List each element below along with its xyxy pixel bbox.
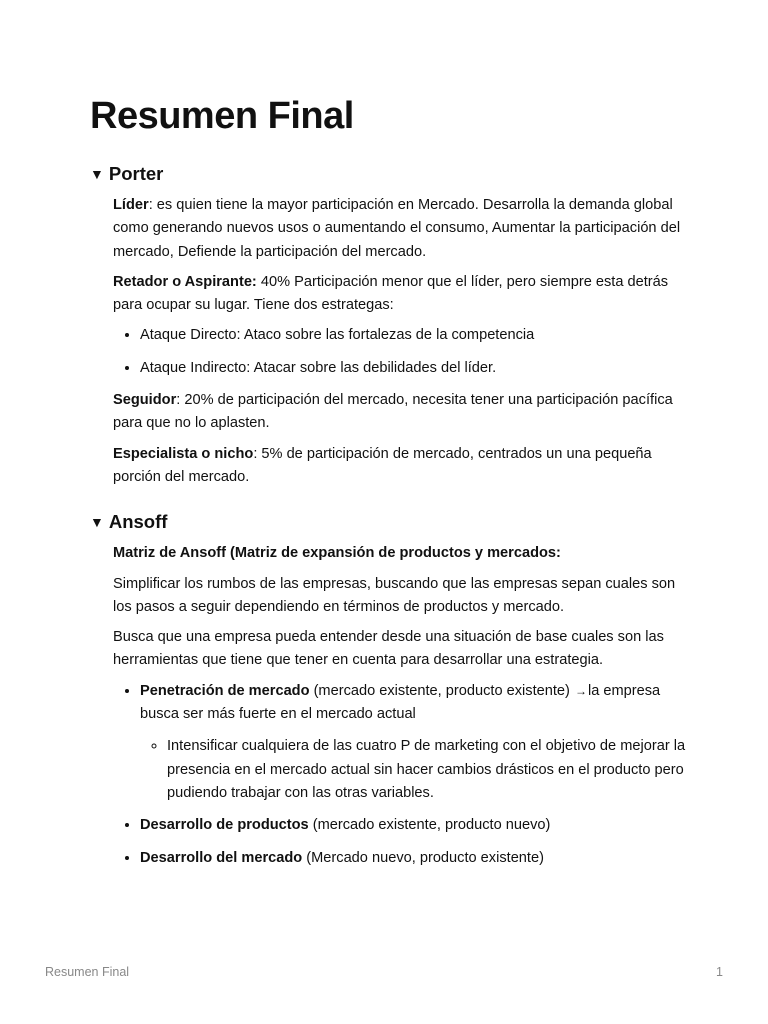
ansoff-paragraph-1: Simplificar los rumbos de las empresas, buscando que las empresas sepan cuales son los pasos a seguir dependiendo en términos de productos y mercado. (113, 575, 676, 615)
page-title: Resumen Final (90, 95, 354, 137)
item-text: (mercado existente, producto existente) (309, 682, 574, 699)
retador-paragraph (113, 271, 690, 318)
item-text: (Mercado nuevo, producto existente) (302, 849, 544, 866)
matriz-title (113, 542, 690, 565)
lider-paragraph (113, 194, 690, 264)
seguidor-text: : 20% de participación del mercado, necesita tener una participación pacífica para que no lo aplasten. (113, 392, 673, 432)
item-after: la empresa busca ser más fuerte en el mercado actual (140, 682, 661, 723)
porter-heading[interactable] (90, 162, 690, 186)
triangle-down-icon[interactable]: ▼ (90, 166, 104, 182)
seguidor-label: Seguidor (113, 392, 177, 409)
ansoff-heading[interactable] (90, 510, 690, 534)
retador-text: 40% Participación menor que el líder, pero siempre esta detrás para ocupar su lugar. Tiene dos estrategas: (113, 273, 669, 314)
item-text: (mercado existente, producto nuevo) (308, 817, 551, 834)
retador-label: Retador o Aspirante: (113, 273, 257, 290)
toggle-porter[interactable] (90, 162, 690, 489)
arrow-right-icon: → (574, 683, 587, 698)
list-item: ◦ Intensificar cualquiera de las cuatro P de marketing con el objetivo de mejorar la presencia en el mercado actual sin hacer cambios drásticos en el producto pero pudiendo trabajar con las otras variables. (167, 735, 690, 805)
matriz-title-text: Matriz de Ansoff (Matriz de expansión de productos y mercados: (113, 545, 561, 562)
list-item: • Ataque Indirecto: Atacar sobre las debilidades del líder. (140, 357, 690, 380)
item-label: Desarrollo del mercado (140, 849, 303, 866)
seguidor-paragraph (113, 389, 690, 436)
porter-heading-label: Porter (108, 163, 164, 184)
page-number: 1 (716, 965, 723, 979)
ansoff-heading-label: Ansoff (108, 511, 168, 533)
triangle-down-icon[interactable]: ▼ (90, 514, 104, 531)
ansoff-list (113, 680, 690, 870)
toggle-ansoff[interactable] (90, 510, 690, 870)
ansoff-body (90, 542, 690, 870)
list-item (140, 847, 690, 870)
list-item: • Ataque Directo: Ataco sobre las fortalezas de la competencia (140, 324, 690, 347)
list-item (140, 680, 690, 805)
item-label: Desarrollo de productos (140, 817, 309, 834)
list-item (140, 814, 690, 837)
especialista-text: : 5% de participación de mercado, centrados un una pequeña porción del mercado. (113, 445, 652, 485)
estrategias-list (113, 324, 690, 380)
footer-title: Resumen Final (45, 965, 130, 979)
especialista-paragraph (113, 443, 690, 490)
lider-label: Líder (113, 197, 149, 213)
document-page (90, 94, 690, 879)
ansoff-paragraph-2: Busca que una empresa pueda entender desde una situación de base cuales son las herramientas que tiene que tener en cuenta para desarrollar una estrategia. (113, 629, 664, 669)
lider-text: : es quien tiene la mayor participación en Mercado. Desarrolla la demanda global como generando nuevos usos o aumentando el consumo, Aumentar la participación del mercado, Defiende la participación del mercado. (113, 197, 681, 260)
especialista-label: Especialista o nicho (113, 445, 254, 462)
sub-list (140, 735, 690, 805)
porter-body (90, 194, 690, 489)
item-label: Penetración de mercado (140, 682, 310, 699)
